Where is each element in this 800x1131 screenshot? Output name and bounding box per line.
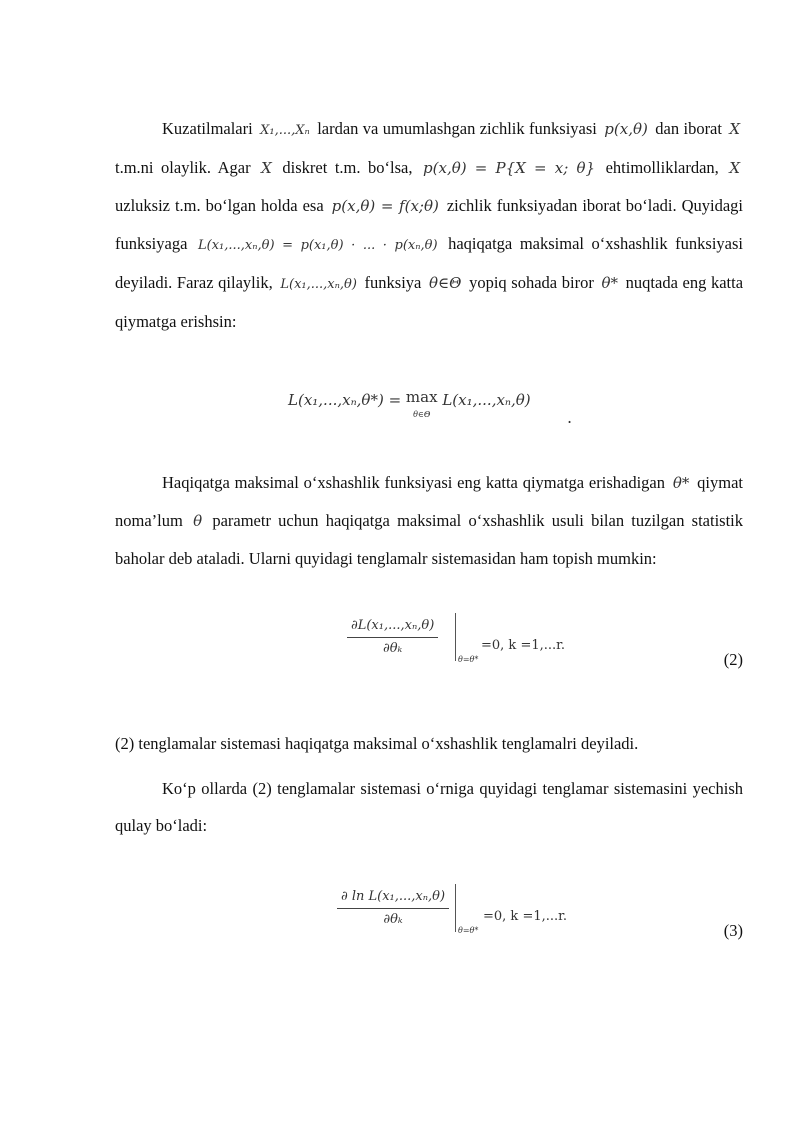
formula-lhs: L(x₁,...,xₙ,θ*) =: [288, 391, 406, 409]
formula-rhs: L(x₁,...,xₙ,θ): [437, 391, 531, 409]
math-theta-star: θ*: [672, 474, 690, 492]
equation-number: (2): [723, 650, 743, 669]
math-continuous-density: p(x,θ) = f(x;θ): [331, 197, 439, 215]
text: diskret t.m. bo‘lsa,: [282, 158, 413, 177]
text: Kuzatilmalari: [162, 119, 253, 138]
math-likelihood: L(x₁,...,xₙ,θ): [280, 277, 357, 292]
paragraph-estimator: [115, 464, 743, 577]
math-discrete-probability: p(x,θ) = P{X = x; θ}: [423, 159, 596, 177]
evaluation-point: θ=θ*: [458, 655, 479, 664]
math-variable: X: [261, 159, 272, 177]
paragraph-likelihood-definition: [115, 110, 743, 340]
formula-expression: [288, 390, 531, 420]
derivative-fraction: [347, 617, 438, 658]
fraction-denominator: ∂θₖ: [383, 912, 403, 927]
max-subscript: θ∈Θ: [413, 410, 431, 419]
equation-rhs: =0, k =1,...r.: [481, 638, 566, 653]
text: zichlik funksiyadan iborat bo‘ladi. Quyidagi funksiyaga: [115, 196, 744, 253]
fraction-numerator: ∂L(x₁,...,xₙ,θ): [347, 617, 438, 638]
formula-max-likelihood: [115, 354, 743, 464]
paragraph-likelihood-equations: [115, 725, 743, 762]
text: Ko‘p ollarda (2) tenglamalar sistemasi o‘rniga quyidagi tenglamar sistemasini yechish qulay bo‘ladi:: [115, 779, 743, 835]
text: (2) tenglamalar sistemasi haqiqatga maksimal o‘xshashlik tenglamalri deyiladi.: [115, 734, 639, 753]
text: funksiya: [364, 273, 422, 292]
text: dan iborat: [655, 119, 722, 138]
math-theta-star: θ*: [601, 274, 619, 292]
math-theta: θ: [193, 512, 203, 530]
evaluation-point: θ=θ*: [458, 926, 479, 935]
text: yopiq sohada biror: [469, 273, 594, 292]
evaluation-bar: [455, 613, 456, 661]
math-variable: X: [729, 120, 741, 138]
max-label: max: [405, 388, 438, 406]
text: parametr uchun haqiqatga maksimal o‘xshashlik usuli bilan tuzilgan statistik baholar deb ataladi. Ularni quyidagi tenglamalr sistemasidan ham topish mumkin:: [115, 511, 744, 568]
text: nuqtada eng katta qiymatga erishsin:: [115, 273, 744, 331]
math-variable: X: [729, 159, 741, 177]
fraction-numerator: ∂ ln L(x₁,...,xₙ,θ): [337, 888, 449, 909]
max-operator: [406, 390, 438, 420]
document-page: [115, 110, 743, 994]
derivative-fraction: [337, 888, 449, 929]
text: lardan va umumlashgan zichlik funksiyasi: [317, 119, 597, 138]
paragraph-log-likelihood: [115, 770, 743, 844]
formula-log-likelihood-equations: [115, 874, 743, 994]
math-likelihood-product: L(x₁,...,xₙ,θ) = p(x₁,θ) · ... · p(xₙ,θ): [197, 238, 438, 253]
equation-rhs: =0, k =1,...r.: [483, 909, 568, 924]
math-density: p(x,θ): [604, 120, 648, 138]
math-parameter-set: θ∈Θ: [429, 274, 462, 292]
formula-likelihood-equations: [115, 605, 743, 725]
text: haqiqatga maksimal o‘xshashlik funksiyasi deyiladi. Faraz qilaylik,: [115, 234, 744, 292]
equation-number: (3): [723, 921, 743, 940]
fraction-denominator: ∂θₖ: [382, 641, 403, 656]
text: Haqiqatga maksimal o‘xshashlik funksiyasi eng katta qiymatga erishadigan: [162, 473, 665, 492]
text: qiymat noma’lum: [115, 473, 743, 530]
text: t.m.ni olaylik. Agar: [115, 158, 251, 177]
text: uzluksiz t.m. bo‘lgan holda esa: [115, 196, 324, 215]
formula-period: .: [567, 408, 573, 427]
text: ehtimolliklardan,: [605, 158, 719, 177]
math-sample: X₁,...,Xₙ: [260, 123, 310, 138]
evaluation-bar: [455, 884, 456, 932]
